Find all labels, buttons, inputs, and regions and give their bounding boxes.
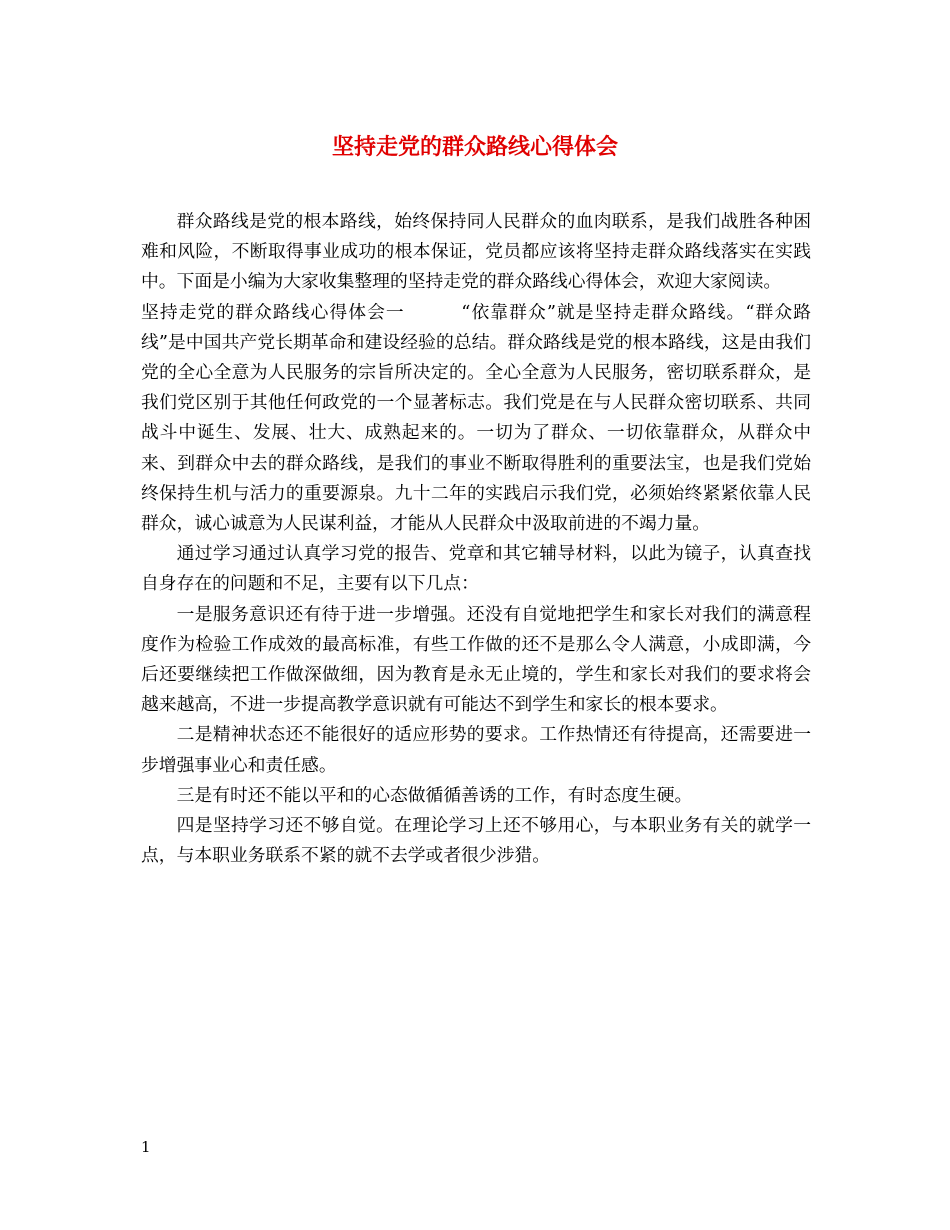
point-one-paragraph: 一是服务意识还有待于进一步增强。还没有自觉地把学生和家长对我们的满意程度作为检验工作成效的最高标准，有些工作做的还不是那么令人满意，小成即满，今后还要继续把工作做深做细，因为教育是永无止境的，学生和家长对我们的要求将会越来越高，不进一步提高教学意识就有可能达不到学生和家长的根本要求。 (141, 603, 811, 716)
document-title: 坚持走党的群众路线心得体会 (331, 135, 618, 160)
page-number: 1 (141, 1138, 151, 1156)
point-two-paragraph: 二是精神状态还不能很好的适应形势的要求。工作热情还有待提高，还需要进一步增强事业心和责任感。 (141, 724, 811, 776)
section-one-paragraph: 坚持走党的群众路线心得体会一 “依靠群众”就是坚持走群众路线。“群众路线”是中国共产党长期革命和建设经验的总结。群众路线是党的根本路线，这是由我们党的全心全意为人民服务的宗旨所决定的。全心全意为人民服务，密切联系群众，是我们党区别于其他任何政党的一个显著标志。我们党是在与人民群众密切联系、共同战斗中诞生、发展、壮大、成熟起来的。一切为了群众、一切依靠群众，从群众中来、到群众中去的群众路线，是我们的事业不断取得胜利的重要法宝，也是我们党始终保持生机与活力的重要源泉。九十二年的实践启示我们党，必须始终紧紧依靠人民群众，诚心诚意为人民谋利益，才能从人民群众中汲取前进的不竭力量。 (141, 301, 811, 535)
intro-paragraph: 群众路线是党的根本路线，始终保持同人民群众的血肉联系，是我们战胜各种困难和风险，不断取得事业成功的根本保证，党员都应该将坚持走群众路线落实在实践中。下面是小编为大家收集整理的坚持走党的群众路线心得体会，欢迎大家阅读。 (141, 211, 811, 293)
document-body (141, 207, 811, 871)
point-four-paragraph: 四是坚持学习还不够自觉。在理论学习上还不够用心，与本职业务有关的就学一点，与本职业务联系不紧的就不去学或者很少涉猎。 (141, 815, 811, 867)
study-paragraph: 通过学习通过认真学习党的报告、党章和其它辅导材料，以此为镜子，认真查找自身存在的问题和不足，主要有以下几点： (141, 543, 811, 595)
point-three-paragraph: 三是有时还不能以平和的心态做循循善诱的工作，有时态度生硬。 (176, 784, 693, 806)
